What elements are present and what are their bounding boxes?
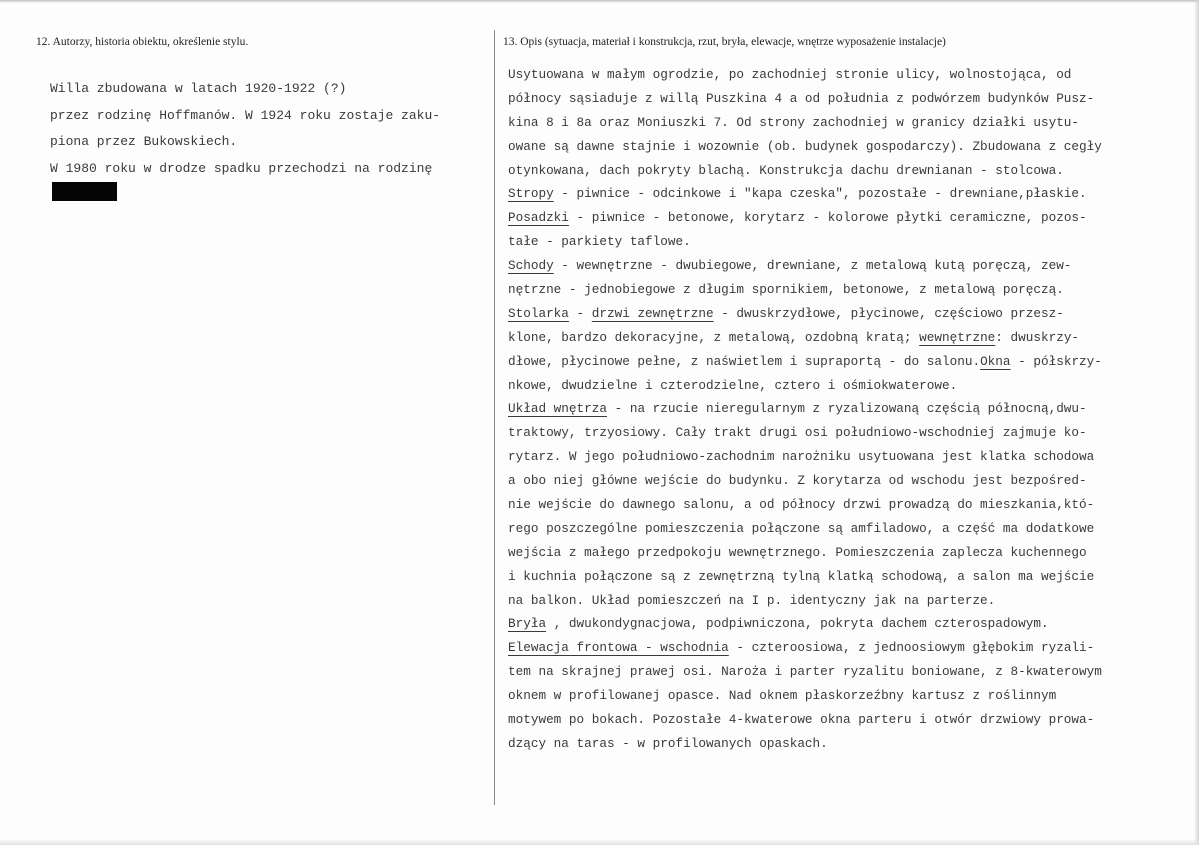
text-segment: rego poszczególne pomieszczenia połączone są amfiladowo, a część ma dodatkowe	[508, 520, 1095, 536]
underlined-keyword: Układ wnętrza	[508, 401, 607, 417]
underlined-keyword: Elewacja frontowa - wschodnia	[508, 640, 729, 656]
text-segment: - na rzucie nieregularnym z ryzalizowaną częścią północną,dwu-	[606, 401, 1087, 417]
body-line	[508, 493, 1102, 517]
redaction-block	[52, 182, 117, 201]
scan-edge-bottom	[0, 839, 1199, 845]
text-segment: tem na skrajnej prawej osi. Naroża i parter ryzalitu boniowane, z 8-kwaterowym	[508, 664, 1102, 680]
text-segment: - piwnice - odcinkowe i "kapa czeska", pozostałe - drewniane,płaskie.	[553, 186, 1087, 202]
section-13-body	[508, 63, 1102, 756]
text-segment: nie wejście do dawnego salonu, a od północy drzwi prowadzą do mieszkania,któ-	[508, 497, 1095, 513]
text-segment: i kuchnia połączone są z zewnętrzną tylną klatką schodową, a salon ma wejście	[508, 568, 1095, 584]
text-segment: a obo niej główne wejście do budynku. Z korytarza od wschodu jest bezpośred-	[508, 473, 1087, 489]
section-13-heading: 13. Opis (sytuacja, materiał i konstrukcja, rzut, bryła, elewacje, wnętrze wyposażenie instalacje)	[503, 36, 946, 48]
text-segment: traktowy, trzyosiowy. Cały trakt drugi osi południowo-wschodniej zajmuje ko-	[508, 425, 1087, 441]
text-segment: tałe - parkiety taflowe.	[508, 234, 691, 250]
column-divider	[494, 30, 495, 805]
underlined-keyword: Bryła	[508, 616, 547, 632]
text-segment: -	[568, 305, 592, 321]
text-segment: - piwnice - betonowe, korytarz - kolorowe płytki ceramiczne, pozos-	[568, 210, 1087, 226]
text-segment: - dwuskrzydłowe, płycinowe, częściowo przesz-	[713, 305, 1064, 321]
text-segment: - półskrzy-	[1010, 353, 1102, 369]
underlined-keyword: Stolarka	[508, 305, 569, 321]
underlined-keyword: Okna	[980, 353, 1011, 369]
text-segment: otynkowana, dach pokryty blachą. Konstrukcja dachu drewnianan - stolcowa.	[508, 162, 1064, 178]
body-line	[508, 278, 1102, 302]
underlined-keyword: Schody	[508, 258, 554, 274]
text-segment: Usytuowana w małym ogrodzie, po zachodniej stronie ulicy, wolnostojąca, od	[508, 67, 1072, 82]
body-line	[508, 421, 1102, 445]
body-line: Willa zbudowana w latach 1920-1922 (?)	[50, 81, 347, 96]
underlined-keyword: Stropy	[508, 186, 554, 202]
text-segment: oknem w profilowanej opasce. Nad oknem płaskorzeźbny kartusz z roślinnym	[508, 688, 1057, 704]
body-line: przez rodzinę Hoffmanów. W 1924 roku zostaje zaku-	[50, 107, 441, 123]
body-line	[508, 565, 1102, 589]
scan-edge-right	[1194, 0, 1199, 845]
section-12-heading: 12. Autorzy, historia obiektu, określenie stylu.	[36, 36, 249, 48]
body-line	[508, 732, 1102, 756]
body-line	[508, 63, 1102, 87]
body-line	[508, 589, 1102, 613]
text-segment: kina 8 i 8a oraz Moniuszki 7. Od strony zachodniej w granicy działki usytu-	[508, 114, 1080, 130]
text-segment: - czteroosiowa, z jednoosiowym głębokim ryzali-	[728, 640, 1095, 656]
underlined-keyword: Posadzki	[508, 210, 569, 226]
body-line	[508, 684, 1102, 708]
text-segment: : dwuskrzy-	[995, 329, 1080, 345]
body-line	[508, 350, 1102, 374]
body-line	[508, 159, 1102, 183]
underlined-keyword: drzwi zewnętrzne	[591, 305, 714, 321]
text-segment: północy sąsiaduje z willą Puszkina 4 a od południa z podwórzem budynków Pusz-	[508, 90, 1095, 106]
text-segment: nętrzne - jednobiegowe z długim spornikiem, betonowe, z metalową poręczą.	[508, 282, 1064, 298]
body-line	[508, 445, 1102, 469]
text-segment: dłowe, płycinowe pełne, z naświetlem i supraportą - do salonu.	[508, 353, 981, 369]
body-line	[508, 469, 1102, 493]
body-line	[508, 397, 1102, 421]
text-segment: - wewnętrzne - dwubiegowe, drewniane, z metalową kutą poręczą, zew-	[553, 258, 1072, 274]
body-line	[508, 636, 1102, 660]
body-line	[508, 541, 1102, 565]
text-segment: wejścia z małego przedpokoju wewnętrznego. Pomieszczenia zaplecza kuchennego	[508, 544, 1087, 560]
scan-edge-top	[0, 0, 1199, 3]
body-line	[508, 254, 1102, 278]
body-line	[508, 660, 1102, 684]
body-line	[508, 326, 1102, 350]
text-segment: na balkon. Układ pomieszczeń na I p. identyczny jak na parterze.	[508, 592, 996, 608]
text-segment: dzący na taras - w profilowanych opaskach.	[508, 735, 828, 751]
body-line	[508, 708, 1102, 732]
text-segment: klone, bardzo dekoracyjne, z metalową, ozdobną kratą;	[508, 329, 920, 345]
body-line	[508, 612, 1102, 636]
body-line: W 1980 roku w drodze spadku przechodzi na rodzinę	[50, 160, 433, 176]
body-line	[508, 206, 1102, 230]
text-segment: , dwukondygnacjowa, podpiwniczona, pokryta dachem czterospadowym.	[546, 616, 1049, 632]
body-line	[508, 182, 1102, 206]
text-segment: nkowe, dwudzielne i czterodzielne, cztero i ośmiokwaterowe.	[508, 377, 958, 393]
text-segment: rytarz. W jego południowo-zachodnim narożniku usytuowana jest klatka schodowa	[508, 449, 1095, 465]
body-line	[508, 374, 1102, 398]
text-segment: owane są dawne stajnie i wozownie (ob. budynek gospodarczy). Zbudowana z cegły	[508, 138, 1102, 154]
underlined-keyword: wewnętrzne	[919, 329, 996, 345]
body-line	[508, 135, 1102, 159]
body-line	[508, 111, 1102, 135]
body-line	[508, 517, 1102, 541]
body-line: piona przez Bukowskiech.	[50, 134, 238, 150]
section-12-body	[50, 76, 440, 182]
body-line	[508, 302, 1102, 326]
body-line	[508, 230, 1102, 254]
body-line	[508, 87, 1102, 111]
text-segment: motywem po bokach. Pozostałe 4-kwaterowe okna parteru i otwór drzwiowy prowa-	[508, 712, 1095, 728]
